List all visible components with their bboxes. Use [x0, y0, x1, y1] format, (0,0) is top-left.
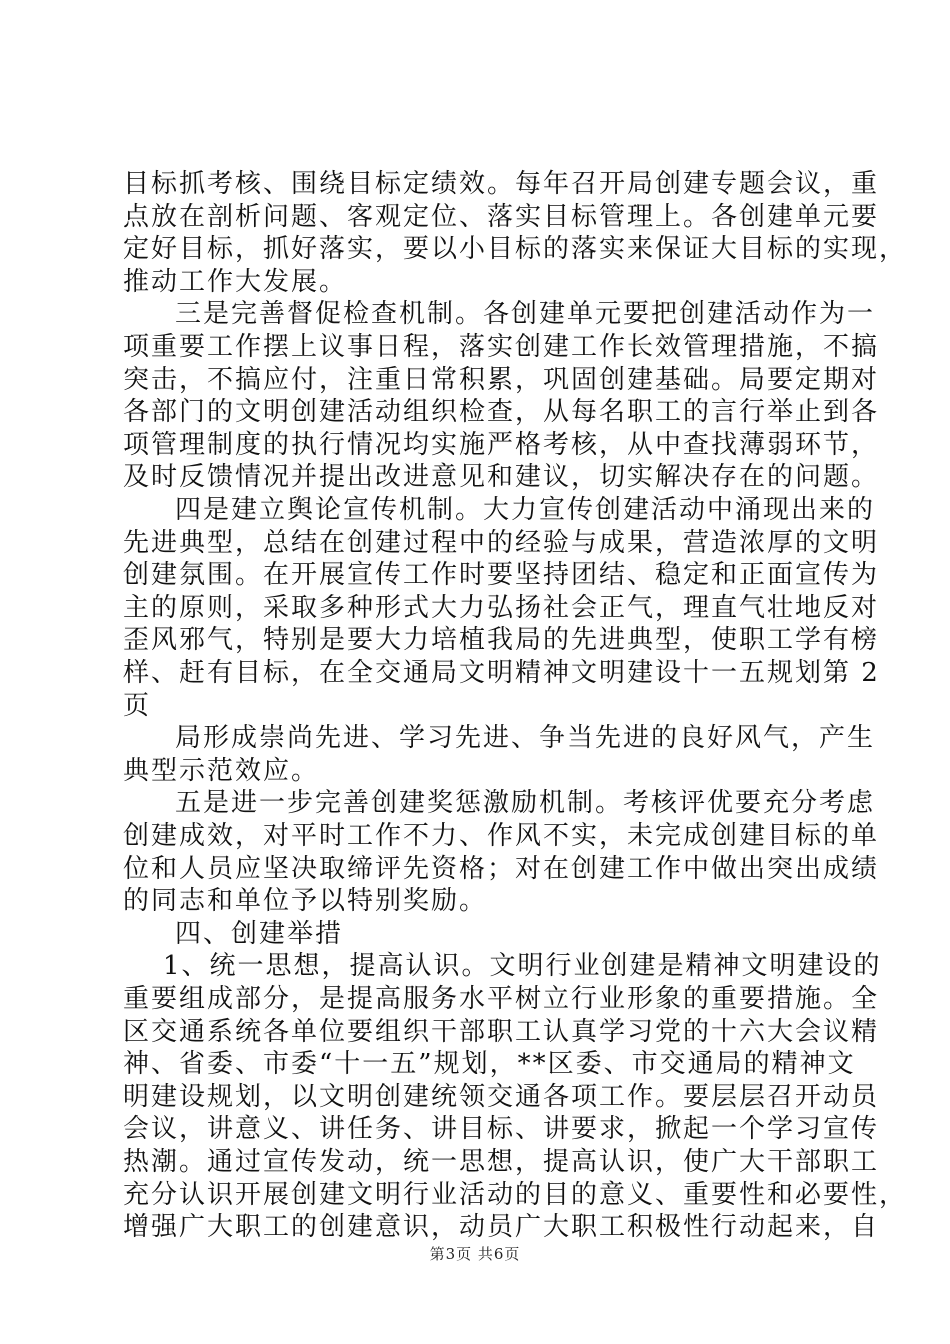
text-line: 页	[123, 690, 152, 721]
text-line: 位和人员应坚决取缔评先资格；对在创建工作中做出突出成绩	[123, 853, 880, 884]
text-line: 歪风邪气，特别是要大力培植我局的先进典型，使职工学有榜	[123, 625, 880, 656]
paragraph-start-line: 五是进一步完善创建奖惩激励机制。考核评优要充分考虑	[175, 788, 876, 819]
text-line: 定好目标，抓好落实，要以小目标的落实来保证大目标的实现，	[123, 234, 908, 265]
text-line: 增强广大职工的创建意识，动员广大职工积极性行动起来，自	[123, 1212, 880, 1243]
text-line: 项重要工作摆上议事日程，落实创建工作长效管理措施，不搞	[123, 332, 880, 362]
text-line: 充分认识开展创建文明行业活动的目的意义、重要性和必要性，	[123, 1179, 908, 1210]
paragraph-start-line: 三是完善督促检查机制。各创建单元要把创建活动作为一	[175, 299, 876, 330]
text-line: 点放在剖析问题、客观定位、落实目标管理上。各创建单元要	[123, 201, 880, 232]
text-line: 样、赶有目标，在全交通局文明精神文明建设十一五规划第 2	[123, 658, 880, 688]
text-line: 创建成效，对平时工作不力、作风不实，未完成创建目标的单	[123, 821, 880, 851]
text-line: 明建设规划，以文明创建统领交通各项工作。要层层召开动员	[123, 1081, 880, 1112]
text-line: 重要组成部分，是提高服务水平树立行业形象的重要措施。全	[123, 984, 880, 1014]
text-line: 典型示范效应。	[123, 755, 320, 786]
section-heading: 四、创建举措	[175, 918, 344, 949]
text-line: 主的原则，采取多种形式大力弘扬社会正气，理直气壮地反对	[123, 592, 880, 623]
text-line: 热潮。通过宣传发动，统一思想，提高认识，使广大干部职工	[123, 1147, 880, 1177]
page-footer: 第3页 共6页	[429, 1245, 521, 1263]
text-line: 先进典型，总结在创建过程中的经验与成果，营造浓厚的文明	[123, 527, 880, 558]
text-line: 区交通系统各单位要组织干部职工认真学习党的十六大会议精	[123, 1016, 880, 1047]
text-line: 目标抓考核、围绕目标定绩效。每年召开局创建专题会议，重	[123, 169, 880, 199]
text-line: 及时反馈情况并提出改进意见和建议，切实解决存在的问题。	[123, 462, 880, 493]
paragraph-start-line: 四是建立舆论宣传机制。大力宣传创建活动中涌现出来的	[175, 495, 876, 525]
text-line: 创建氛围。在开展宣传工作时要坚持团结、稳定和正面宣传为	[123, 560, 880, 591]
paragraph-start-line: 局形成崇尚先进、学习先进、争当先进的良好风气，产生	[175, 723, 876, 754]
text-line: 项管理制度的执行情况均实施严格考核，从中查找薄弱环节，	[123, 429, 880, 460]
text-line: 的同志和单位予以特别奖励。	[123, 886, 488, 917]
text-line: 神、省委、市委“十一五”规划，**区委、市交通局的精神文	[123, 1049, 856, 1080]
text-line: 推动工作大发展。	[123, 266, 348, 297]
text-line: 会议，讲意义、讲任务、讲目标、讲要求，掀起一个学习宣传	[123, 1114, 880, 1145]
text-line: 各部门的文明创建活动组织检查，从每名职工的言行举止到各	[123, 397, 880, 428]
paragraph-start-line: 1、统一思想，提高认识。文明行业创建是精神文明建设的	[163, 951, 882, 982]
text-line: 突击，不搞应付，注重日常积累，巩固创建基础。局要定期对	[123, 364, 880, 395]
